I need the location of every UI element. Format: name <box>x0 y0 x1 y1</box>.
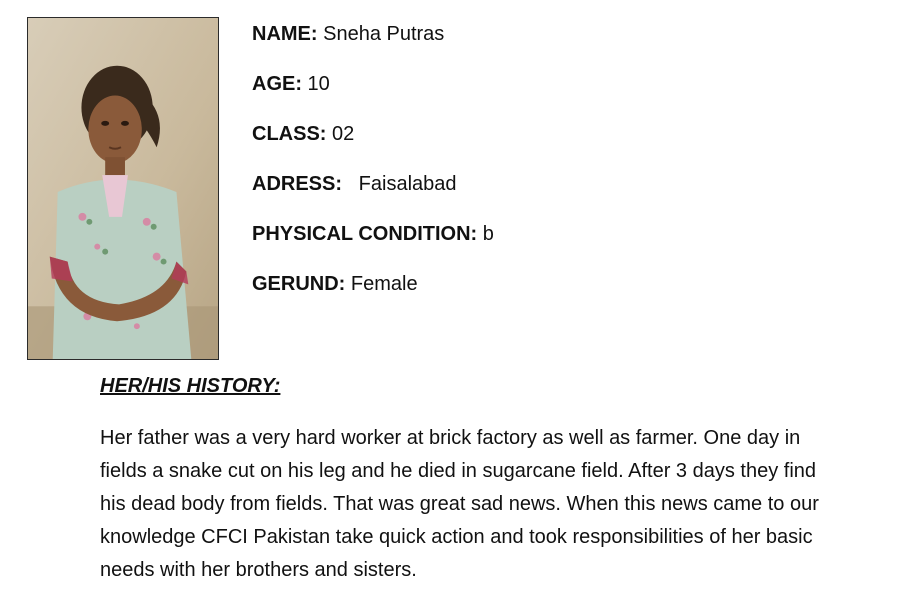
field-age-label: AGE: <box>252 73 302 95</box>
history-line: Her father was a very hard worker at brick factory as well as farmer. One day in <box>100 427 801 449</box>
field-gender <box>252 270 494 320</box>
history-heading: HER/HIS HISTORY: <box>100 375 281 397</box>
history-line: knowledge CFCI Pakistan take quick action and took responsibilities of her basic <box>100 526 813 548</box>
history-line: his dead body from fields. That was great sad news. When this news came to our <box>100 493 819 515</box>
field-class-value: 02 <box>326 123 355 145</box>
field-age-value: 10 <box>302 73 330 95</box>
field-class-label: CLASS: <box>252 123 327 145</box>
field-physical-condition-label: PHYSICAL CONDITION: <box>252 223 478 245</box>
field-address-value: Faisalabad <box>342 173 457 195</box>
profile-fields <box>252 20 494 320</box>
child-photo-illustration <box>28 18 218 359</box>
field-address <box>252 170 494 220</box>
history-line: needs with her brothers and sisters. <box>100 559 417 581</box>
history-line: fields a snake cut on his leg and he died in sugarcane field. After 3 days they find <box>100 460 817 482</box>
field-physical-condition <box>252 220 494 270</box>
field-gender-label: GERUND: <box>252 273 346 295</box>
child-photo <box>27 17 219 360</box>
field-gender-value: Female <box>345 273 418 295</box>
field-age <box>252 70 494 120</box>
field-name-label: NAME: <box>252 23 318 45</box>
field-physical-condition-value: b <box>477 223 494 245</box>
field-name <box>252 20 494 70</box>
field-name-value: Sneha Putras <box>317 23 445 45</box>
field-class <box>252 120 494 170</box>
field-address-label: ADRESS: <box>252 173 343 195</box>
history-paragraph <box>100 422 900 587</box>
